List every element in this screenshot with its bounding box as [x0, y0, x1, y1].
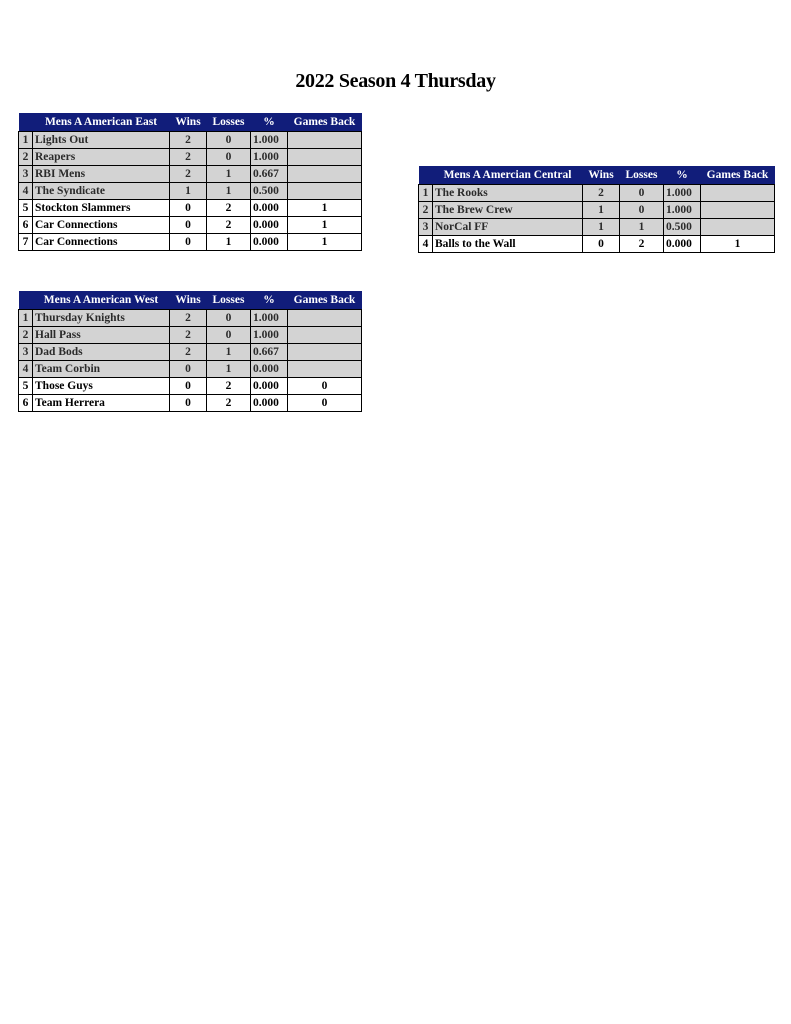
- games-back-cell: [288, 166, 362, 183]
- games-back-cell: 1: [288, 200, 362, 217]
- rank-cell: 1: [19, 132, 33, 149]
- wins-cell: 2: [170, 149, 207, 166]
- rank-cell: 5: [19, 200, 33, 217]
- percent-cell: 1.000: [251, 149, 288, 166]
- percent-cell: 1.000: [251, 310, 288, 327]
- wins-cell: 0: [170, 395, 207, 412]
- games-back-cell: [288, 327, 362, 344]
- losses-cell: 1: [207, 183, 251, 200]
- rank-cell: 2: [419, 202, 433, 219]
- losses-cell: 2: [620, 236, 664, 253]
- wins-cell: 2: [170, 132, 207, 149]
- standings-table-west: [18, 291, 362, 412]
- header-rank: [19, 291, 33, 310]
- percent-cell: 1.000: [664, 202, 701, 219]
- page-title: 2022 Season 4 Thursday: [295, 70, 496, 92]
- table-row: [19, 361, 362, 378]
- wins-cell: 2: [170, 344, 207, 361]
- losses-cell: 0: [620, 202, 664, 219]
- losses-cell: 1: [207, 344, 251, 361]
- games-back-cell: 0: [288, 395, 362, 412]
- wins-cell: 0: [170, 200, 207, 217]
- header-division-name: Mens A American West: [33, 291, 170, 310]
- wins-cell: 2: [170, 166, 207, 183]
- wins-cell: 1: [583, 202, 620, 219]
- games-back-cell: [288, 310, 362, 327]
- header-wins: Wins: [170, 113, 207, 132]
- percent-cell: 0.000: [251, 395, 288, 412]
- team-name-cell: Thursday Knights: [33, 310, 170, 327]
- percent-cell: 1.000: [251, 132, 288, 149]
- losses-cell: 1: [207, 234, 251, 251]
- losses-cell: 0: [207, 149, 251, 166]
- games-back-cell: [288, 344, 362, 361]
- percent-cell: 0.000: [251, 217, 288, 234]
- header-wins: Wins: [170, 291, 207, 310]
- header-row: [419, 166, 775, 185]
- wins-cell: 0: [583, 236, 620, 253]
- losses-cell: 2: [207, 378, 251, 395]
- header-row: [19, 113, 362, 132]
- table-row: [19, 395, 362, 412]
- percent-cell: 0.500: [664, 219, 701, 236]
- team-name-cell: The Rooks: [433, 185, 583, 202]
- losses-cell: 1: [207, 361, 251, 378]
- team-name-cell: Dad Bods: [33, 344, 170, 361]
- games-back-cell: [288, 149, 362, 166]
- games-back-cell: 1: [288, 217, 362, 234]
- table-row: [19, 217, 362, 234]
- table-row: [19, 132, 362, 149]
- losses-cell: 2: [207, 217, 251, 234]
- rank-cell: 2: [19, 327, 33, 344]
- games-back-cell: [288, 361, 362, 378]
- team-name-cell: Car Connections: [33, 234, 170, 251]
- header-rank: [419, 166, 433, 185]
- wins-cell: 1: [583, 219, 620, 236]
- percent-cell: 0.000: [251, 234, 288, 251]
- games-back-cell: [288, 132, 362, 149]
- header-losses: Losses: [207, 113, 251, 132]
- header-losses: Losses: [620, 166, 664, 185]
- rank-cell: 3: [419, 219, 433, 236]
- losses-cell: 2: [207, 200, 251, 217]
- standings-table-east: [18, 113, 362, 251]
- table-row: [19, 183, 362, 200]
- percent-cell: 0.667: [251, 344, 288, 361]
- team-name-cell: RBI Mens: [33, 166, 170, 183]
- rank-cell: 7: [19, 234, 33, 251]
- team-name-cell: Reapers: [33, 149, 170, 166]
- games-back-cell: 1: [288, 234, 362, 251]
- rank-cell: 3: [19, 166, 33, 183]
- games-back-cell: 1: [701, 236, 775, 253]
- wins-cell: 1: [170, 183, 207, 200]
- header-row: [19, 291, 362, 310]
- team-name-cell: Team Corbin: [33, 361, 170, 378]
- wins-cell: 0: [170, 378, 207, 395]
- header-wins: Wins: [583, 166, 620, 185]
- wins-cell: 0: [170, 234, 207, 251]
- header-losses: Losses: [207, 291, 251, 310]
- team-name-cell: Car Connections: [33, 217, 170, 234]
- header-rank: [19, 113, 33, 132]
- rank-cell: 4: [19, 183, 33, 200]
- rank-cell: 2: [19, 149, 33, 166]
- rank-cell: 4: [419, 236, 433, 253]
- table-row: [419, 236, 775, 253]
- table-row: [19, 344, 362, 361]
- losses-cell: 0: [207, 132, 251, 149]
- wins-cell: 2: [170, 310, 207, 327]
- team-name-cell: The Brew Crew: [433, 202, 583, 219]
- header-division-name: Mens A Amercian Central: [433, 166, 583, 185]
- percent-cell: 0.000: [251, 200, 288, 217]
- table-row: [19, 327, 362, 344]
- team-name-cell: Balls to the Wall: [433, 236, 583, 253]
- standings-table-central: [418, 166, 775, 253]
- team-name-cell: Hall Pass: [33, 327, 170, 344]
- table-row: [419, 219, 775, 236]
- losses-cell: 2: [207, 395, 251, 412]
- table-row: [19, 234, 362, 251]
- losses-cell: 0: [207, 310, 251, 327]
- rank-cell: 5: [19, 378, 33, 395]
- wins-cell: 0: [170, 361, 207, 378]
- percent-cell: 0.000: [251, 378, 288, 395]
- header-games-back: Games Back: [288, 113, 362, 132]
- losses-cell: 0: [620, 185, 664, 202]
- percent-cell: 0.000: [251, 361, 288, 378]
- percent-cell: 1.000: [664, 185, 701, 202]
- header-percent: %: [251, 113, 288, 132]
- header-games-back: Games Back: [288, 291, 362, 310]
- games-back-cell: [701, 202, 775, 219]
- wins-cell: 2: [170, 327, 207, 344]
- games-back-cell: [701, 219, 775, 236]
- percent-cell: 0.667: [251, 166, 288, 183]
- games-back-cell: [701, 185, 775, 202]
- percent-cell: 0.000: [664, 236, 701, 253]
- losses-cell: 1: [620, 219, 664, 236]
- header-games-back: Games Back: [701, 166, 775, 185]
- team-name-cell: Lights Out: [33, 132, 170, 149]
- header-percent: %: [664, 166, 701, 185]
- rank-cell: 1: [19, 310, 33, 327]
- games-back-cell: 0: [288, 378, 362, 395]
- team-name-cell: Those Guys: [33, 378, 170, 395]
- rank-cell: 6: [19, 395, 33, 412]
- losses-cell: 1: [207, 166, 251, 183]
- header-division-name: Mens A American East: [33, 113, 170, 132]
- percent-cell: 1.000: [251, 327, 288, 344]
- table-row: [419, 202, 775, 219]
- team-name-cell: Team Herrera: [33, 395, 170, 412]
- losses-cell: 0: [207, 327, 251, 344]
- table-row: [19, 310, 362, 327]
- table-row: [19, 378, 362, 395]
- team-name-cell: The Syndicate: [33, 183, 170, 200]
- rank-cell: 1: [419, 185, 433, 202]
- wins-cell: 2: [583, 185, 620, 202]
- percent-cell: 0.500: [251, 183, 288, 200]
- table-row: [19, 166, 362, 183]
- games-back-cell: [288, 183, 362, 200]
- rank-cell: 3: [19, 344, 33, 361]
- table-row: [19, 200, 362, 217]
- team-name-cell: Stockton Slammers: [33, 200, 170, 217]
- header-percent: %: [251, 291, 288, 310]
- table-row: [19, 149, 362, 166]
- table-row: [419, 185, 775, 202]
- wins-cell: 0: [170, 217, 207, 234]
- rank-cell: 6: [19, 217, 33, 234]
- rank-cell: 4: [19, 361, 33, 378]
- team-name-cell: NorCal FF: [433, 219, 583, 236]
